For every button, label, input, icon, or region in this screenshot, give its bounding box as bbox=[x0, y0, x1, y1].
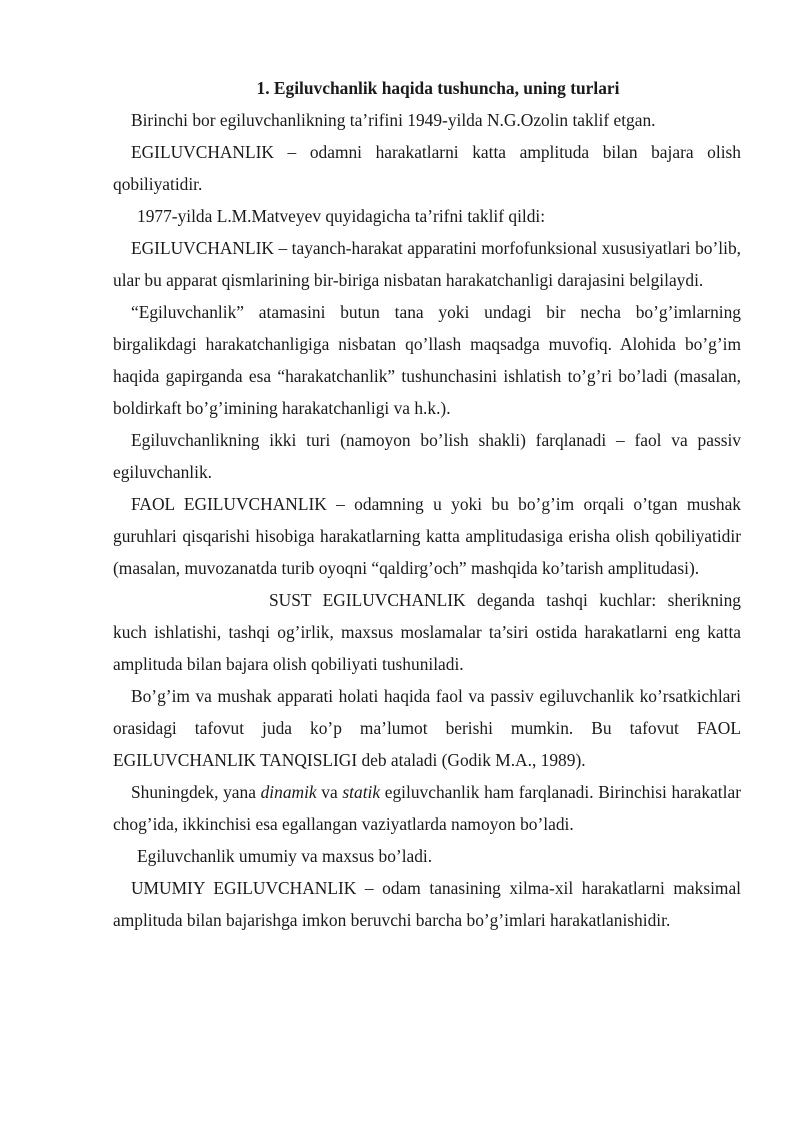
paragraph-general-special: Egiluvchanlik umumiy va maxsus bo’ladi. bbox=[137, 846, 433, 866]
paragraph-active-flexibility: FAOL EGILUVCHANLIK – odamning u yoki bu bo’g’im orqali o’tgan mushak guruhlari qisqarishi hisobiga harakatlarning katta amplitudasiga erisha olish qobiliyatidir (masalan, muvozanatda turib oyoqni “qaldirg’och” mashqida ko’tarish amplitudasi). bbox=[113, 494, 741, 578]
document-page bbox=[113, 72, 741, 936]
text-fragment: va bbox=[316, 782, 343, 802]
text-fragment: Shuningdek, yana bbox=[131, 782, 261, 802]
paragraph-matveyev-intro: 1977-yilda L.M.Matveyev quyidagicha ta’rifni taklif qildi: bbox=[137, 206, 546, 226]
paragraph-passive-flexibility: SUST EGILUVCHANLIK deganda tashqi kuchlar: sherikning kuch ishlatishi, tashqi og’irlik, maxsus moslamalar ta’siri ostida harakatlarni eng katta amplituda bilan bajara olish qobiliyati tushuniladi. bbox=[113, 590, 741, 674]
paragraph-general-flexibility: UMUMIY EGILUVCHANLIK – odam tanasining xilma-xil harakatlarni maksimal amplituda bilan bajarishga imkon beruvchi barcha bo’g’imlari harakatlanishidir. bbox=[113, 878, 741, 930]
term-static: statik bbox=[342, 782, 381, 802]
paragraph-ozolin-definition: Birinchi bor egiluvchanlikning ta’rifini 1949-yilda N.G.Ozolin taklif etgan. bbox=[131, 110, 656, 130]
paragraph-matveyev-definition: EGILUVCHANLIK – tayanch-harakat apparatini morfofunksional xususiyatlari bo’lib, ular bu apparat qismlarining bir-biriga nisbatan harakatchanligi darajasini belgilaydi. bbox=[113, 238, 741, 290]
paragraph-dynamic-static bbox=[113, 776, 741, 840]
text-fragment: egiluvchanlik ham farqlanadi. Birinchisi harakatlar chog’ida, ikkinchisi esa egallangan vaziyatlarda namoyon bo’ladi. bbox=[113, 782, 741, 834]
paragraph-two-types: Egiluvchanlikning ikki turi (namoyon bo’lish shakli) farqlanadi – faol va passiv egiluvchanlik. bbox=[113, 430, 741, 482]
section-title: 1. Egiluvchanlik haqida tushuncha, uning turlari bbox=[256, 78, 620, 98]
paragraph-active-deficit: Bo’g’im va mushak apparati holati haqida faol va passiv egiluvchanlik ko’rsatkichlari orasidagi tafovut juda ko’p ma’lumot berishi mumkin. Bu tafovut FAOL EGILUVCHANLIK TANQISLIGI deb ataladi (Godik M.A., 1989). bbox=[113, 686, 741, 770]
term-dynamic: dinamik bbox=[260, 782, 317, 802]
paragraph-flexibility-definition: EGILUVCHANLIK – odamni harakatlarni katta amplituda bilan bajara olish qobiliyatidir. bbox=[113, 142, 741, 194]
paragraph-term-usage: “Egiluvchanlik” atamasini butun tana yoki undagi bir necha bo’g’imlarning birgalikdagi harakatchanligiga nisbatan qo’llash maqsadga muvofiq. Alohida bo’g’im haqida gapirganda esa “harakatchanlik” tushunchasini ishlatish to’g’ri bo’ladi (masalan, boldirkaft bo’g’imining harakatchanligi va h.k.). bbox=[113, 302, 741, 418]
